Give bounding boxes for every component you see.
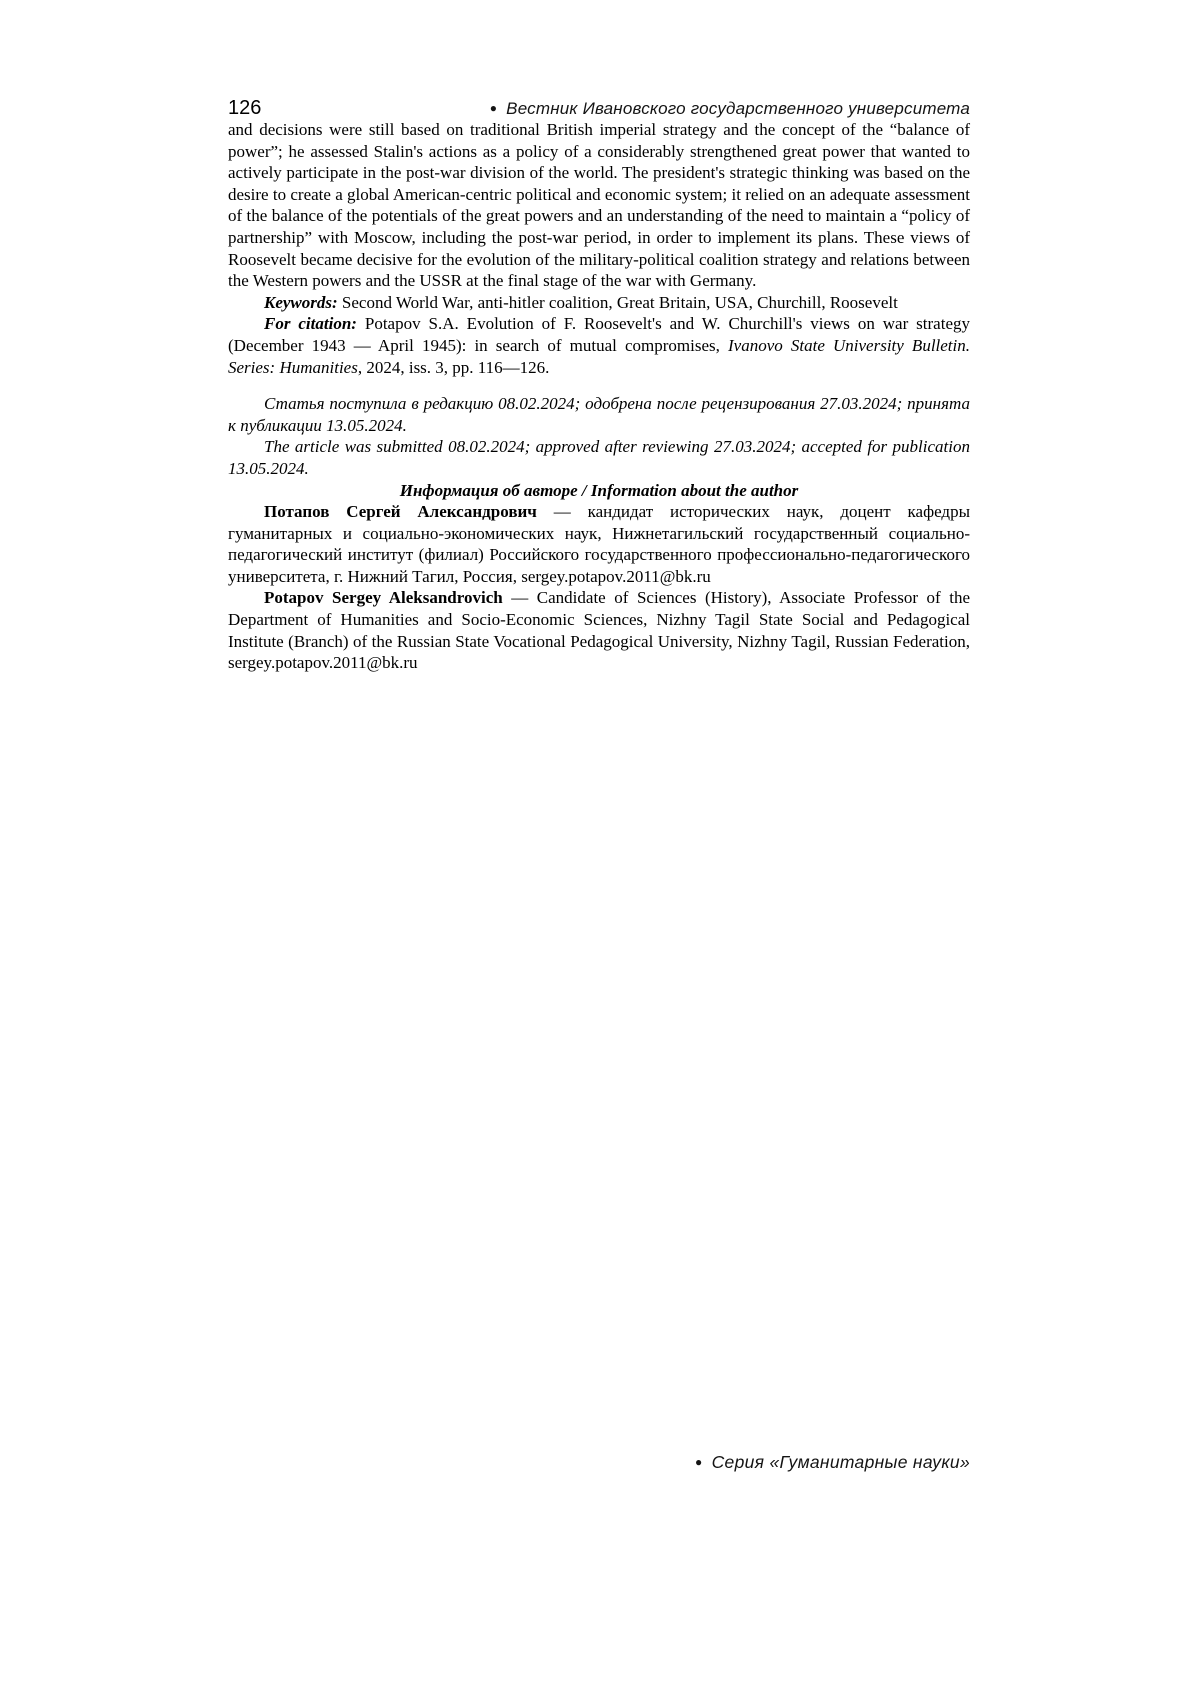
page-content-column [228, 0, 970, 674]
article-body [228, 119, 970, 674]
submission-note-en: The article was submitted 08.02.2024; approved after reviewing 27.03.2024; accepted for publication 13.05.2024. [228, 437, 970, 478]
abstract-continuation-paragraph: and decisions were still based on traditional British imperial strategy and the concept of the “balance of power”; he assessed Stalin's actions as a policy of a considerably strengthened great power that wanted to actively participate in the post-war division of the world. The president's strategic thinking was based on the desire to create a global American-centric political and economic system; it relied on an adequate assessment of the balance of the potentials of the great powers and an understanding of the need to maintain a “policy of partnership” with Moscow, including the post-war period, in order to implement its plans. These views of Roosevelt became decisive for the evolution of the military-political coalition strategy and relations between the Western powers and the USSR at the final stage of the war with Germany. [228, 120, 970, 291]
running-footer [695, 1452, 970, 1473]
author-info-ru-paragraph: Потапов Сергей Александрович — кандидат исторических наук, доцент кафедры гуманитарных и социально-экономических наук, Нижнетагильский государственный социально-педагогический институт (филиал) Российского государственного профессионально-педагогического университета, г. Нижний Тагил, Россия, sergey.potapov.2011@bk.ru [228, 502, 970, 586]
bullet-icon: ● [695, 1455, 703, 1469]
citation-paragraph: For citation: Potapov S.A. Evolution of F. Roosevelt's and W. Churchill's views on war strategy (December 1943 — April 1945): in search of mutual compromises, Ivanovo State University Bulletin. Series: Humanities, 2024, iss. 3, pp. 116—126. [228, 314, 971, 377]
bullet-icon: ● [489, 101, 498, 115]
running-title [490, 99, 970, 119]
submission-note-ru: Статья поступила в редакцию 08.02.2024; одобрена после рецензирования 27.03.2024; принята к публикации 13.05.2024. [228, 394, 970, 435]
keywords-paragraph: Keywords: Second World War, anti-hitler coalition, Great Britain, USA, Churchill, Roosevelt [264, 292, 898, 312]
running-title-text: Вестник Ивановского государственного университета [506, 99, 970, 118]
page-number: 126 [228, 97, 262, 119]
submission-notes [228, 393, 970, 479]
running-header [228, 0, 970, 119]
series-label: Серия «Гуманитарные науки» [711, 1452, 970, 1472]
author-info-heading: Информация об авторе / Information about the author [399, 480, 799, 500]
author-info-en-paragraph: Potapov Sergey Aleksandrovich — Candidate of Sciences (History), Associate Professor of the Department of Humanities and Socio-Economic Sciences, Nizhny Tagil State Social and Pedagogical Institute (Branch) of the Russian State Vocational Pedagogical University, Nizhny Tagil, Russian Federation, sergey.potapov.2011@bk.ru [228, 588, 970, 673]
